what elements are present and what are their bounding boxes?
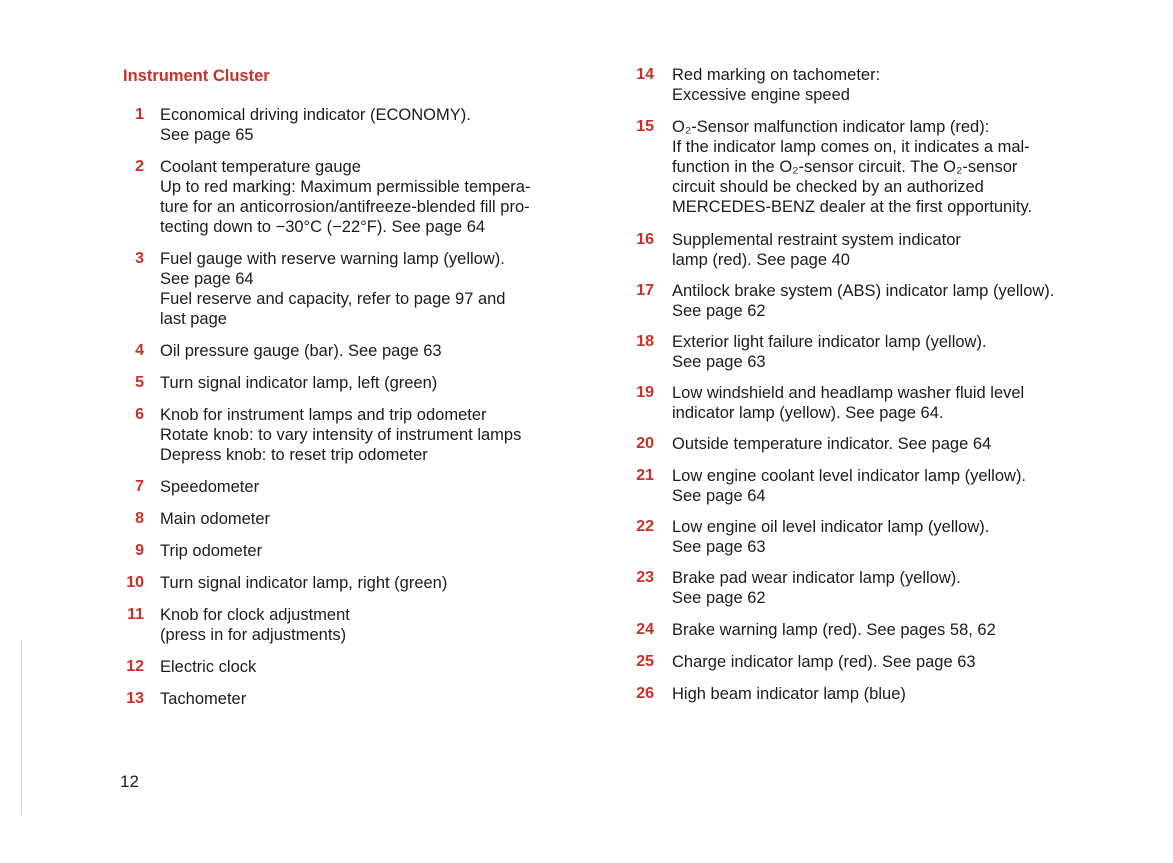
item-text-line: Main odometer xyxy=(160,510,271,528)
list-item xyxy=(630,684,1100,704)
item-number: 17 xyxy=(636,282,654,299)
item-text-line: See page 63 xyxy=(672,538,766,556)
item-number: 14 xyxy=(636,66,654,83)
item-text-line: Knob for clock adjustment xyxy=(160,606,350,624)
item-text xyxy=(160,509,578,529)
item-text xyxy=(672,652,1100,672)
item-text xyxy=(672,230,1100,270)
list-item xyxy=(630,620,1100,640)
item-text xyxy=(160,157,578,237)
item-number: 12 xyxy=(126,658,144,675)
item-number: 25 xyxy=(636,653,654,670)
item-text-line: circuit should be checked by an authorized xyxy=(672,178,984,196)
item-number: 16 xyxy=(636,231,654,248)
item-text-line: Economical driving indicator (ECONOMY). xyxy=(160,106,471,124)
item-text xyxy=(160,341,578,361)
list-item xyxy=(630,281,1100,321)
item-text-line: Tachometer xyxy=(160,690,247,708)
item-number: 20 xyxy=(636,435,654,452)
item-text-line: Rotate knob: to vary intensity of instrument lamps xyxy=(160,426,522,444)
list-item xyxy=(630,230,1100,270)
item-number: 2 xyxy=(135,158,144,175)
item-number: 7 xyxy=(135,478,144,495)
item-text-line: indicator lamp (yellow). See page 64. xyxy=(672,404,944,422)
item-text-line: Depress knob: to reset trip odometer xyxy=(160,446,428,464)
item-text-line: Speedometer xyxy=(160,478,260,496)
item-text-line: Charge indicator lamp (red). See page 63 xyxy=(672,653,976,671)
item-text-line: High beam indicator lamp (blue) xyxy=(672,685,906,703)
item-text-line: See page 65 xyxy=(160,126,254,144)
item-text xyxy=(160,477,578,497)
item-text-line: Outside temperature indicator. See page 64 xyxy=(672,435,992,453)
list-item xyxy=(630,65,1100,105)
item-number: 10 xyxy=(126,574,144,591)
item-number: 23 xyxy=(636,569,654,586)
item-number: 18 xyxy=(636,333,654,350)
list-item xyxy=(118,477,578,497)
list-item xyxy=(118,689,578,709)
list-item xyxy=(630,332,1100,372)
item-text-line: Low engine coolant level indicator lamp (yellow). xyxy=(672,467,1027,485)
list-item xyxy=(118,605,578,645)
item-number: 8 xyxy=(135,510,144,527)
item-text xyxy=(672,620,1100,640)
item-text xyxy=(160,573,578,593)
item-text-line: See page 62 xyxy=(672,302,766,320)
item-text-line: (press in for adjustments) xyxy=(160,626,347,644)
list-item xyxy=(118,657,578,677)
left-item-list xyxy=(118,105,578,709)
item-number: 3 xyxy=(135,250,144,267)
item-text-line: Exterior light failure indicator lamp (yellow). xyxy=(672,333,987,351)
item-number: 26 xyxy=(636,685,654,702)
item-text xyxy=(160,105,578,145)
item-text-line: Trip odometer xyxy=(160,542,263,560)
item-text xyxy=(160,249,578,329)
item-text-line: Fuel reserve and capacity, refer to page 97 and xyxy=(160,290,506,308)
item-text xyxy=(160,405,578,465)
list-item xyxy=(118,249,578,329)
item-text-line: See page 64 xyxy=(160,270,254,288)
right-item-list xyxy=(630,65,1100,704)
list-item xyxy=(118,573,578,593)
item-text-line: Red marking on tachometer: xyxy=(672,66,881,84)
item-text-line: Low windshield and headlamp washer fluid level xyxy=(672,384,1025,402)
item-text-line: Knob for instrument lamps and trip odometer xyxy=(160,406,487,424)
page-number: 12 xyxy=(120,772,139,791)
item-text xyxy=(672,383,1100,423)
item-number: 6 xyxy=(135,406,144,423)
item-text xyxy=(672,568,1100,608)
item-text-line: Brake pad wear indicator lamp (yellow). xyxy=(672,569,961,587)
item-text-line: Antilock brake system (ABS) indicator lamp (yellow). xyxy=(672,282,1055,300)
item-text xyxy=(160,541,578,561)
list-item xyxy=(630,517,1100,557)
list-item xyxy=(118,157,578,237)
item-text-line: Electric clock xyxy=(160,658,257,676)
item-text-line: MERCEDES-BENZ dealer at the first opportunity. xyxy=(672,198,1033,216)
item-text xyxy=(160,657,578,677)
item-text-line: Brake warning lamp (red). See pages 58, 62 xyxy=(672,621,996,639)
item-number: 21 xyxy=(636,467,654,484)
item-number: 1 xyxy=(135,106,144,123)
list-item xyxy=(630,383,1100,423)
item-text xyxy=(672,434,1100,454)
item-text xyxy=(160,605,578,645)
item-text-line: See page 64 xyxy=(672,487,766,505)
item-text-line: lamp (red). See page 40 xyxy=(672,251,850,269)
item-number: 22 xyxy=(636,518,654,535)
page-binding-edge xyxy=(21,640,22,815)
item-text-line: Low engine oil level indicator lamp (yellow). xyxy=(672,518,990,536)
item-text-line: Supplemental restraint system indicator xyxy=(672,231,961,249)
list-item xyxy=(118,373,578,393)
section-title: Instrument Cluster xyxy=(123,67,270,85)
item-number: 5 xyxy=(135,374,144,391)
list-item xyxy=(118,105,578,145)
list-item xyxy=(118,405,578,465)
list-item xyxy=(630,652,1100,672)
item-text xyxy=(160,373,578,393)
item-number: 11 xyxy=(127,606,144,623)
item-text xyxy=(672,117,1100,217)
list-item xyxy=(118,341,578,361)
item-number: 4 xyxy=(135,342,144,359)
item-text-line: Excessive engine speed xyxy=(672,86,850,104)
item-text xyxy=(672,65,1100,105)
item-number: 9 xyxy=(135,542,144,559)
item-text xyxy=(672,466,1100,506)
item-text-line: Up to red marking: Maximum permissible tempera- xyxy=(160,178,531,196)
item-text-line: ture for an anticorrosion/antifreeze-blended fill pro- xyxy=(160,198,530,216)
item-text xyxy=(672,684,1100,704)
item-text xyxy=(672,517,1100,557)
list-item xyxy=(630,568,1100,608)
item-number: 19 xyxy=(636,384,654,401)
item-text-line: function in the O₂-sensor circuit. The O₂-sensor xyxy=(672,158,1018,176)
item-text-line: See page 63 xyxy=(672,353,766,371)
item-text-line: Fuel gauge with reserve warning lamp (yellow). xyxy=(160,250,505,268)
item-text xyxy=(672,281,1100,321)
item-text xyxy=(672,332,1100,372)
list-item xyxy=(118,541,578,561)
item-number: 24 xyxy=(636,621,654,638)
item-text-line: See page 62 xyxy=(672,589,766,607)
item-text-line: Oil pressure gauge (bar). See page 63 xyxy=(160,342,442,360)
item-text-line: Turn signal indicator lamp, left (green) xyxy=(160,374,438,392)
item-text-line: Coolant temperature gauge xyxy=(160,158,361,176)
item-text-line: tecting down to −30°C (−22°F). See page 64 xyxy=(160,218,486,236)
item-text-line: Turn signal indicator lamp, right (green) xyxy=(160,574,448,592)
item-text-line: last page xyxy=(160,310,227,328)
item-number: 15 xyxy=(636,118,654,135)
item-text-line: O₂-Sensor malfunction indicator lamp (red): xyxy=(672,118,990,136)
list-item xyxy=(630,117,1100,217)
item-text-line: If the indicator lamp comes on, it indicates a mal- xyxy=(672,138,1030,156)
list-item xyxy=(630,466,1100,506)
list-item xyxy=(630,434,1100,454)
item-number: 13 xyxy=(126,690,144,707)
list-item xyxy=(118,509,578,529)
item-text xyxy=(160,689,578,709)
